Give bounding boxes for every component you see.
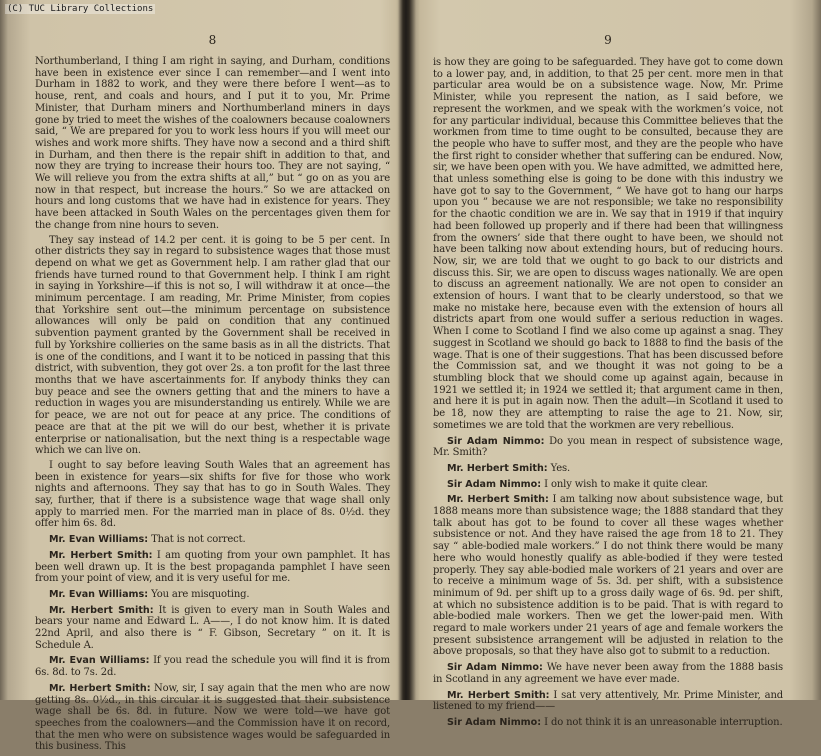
speech-paragraph — [35, 589, 390, 601]
speaker-name: Sir Adam Nimmo: — [447, 478, 542, 490]
speaker-name: Mr. Herbert Smith: — [447, 689, 550, 701]
paragraph-text: I am quoting from your own pamphlet. It has been well drawn up. It is the best propaganda pamphlet I have seen from your point of view, and it is very useful for me. — [35, 549, 390, 585]
speaker-name: Sir Adam Nimmo: — [447, 435, 545, 447]
body-paragraph — [35, 56, 390, 232]
speaker-name: Mr. Herbert Smith: — [447, 462, 548, 474]
speaker-name: Mr. Evan Williams: — [49, 655, 150, 667]
paragraph-text: We have never been away from the 1888 basis in Scotland in any agreement we have ever made. — [433, 662, 783, 685]
paragraph-text: That is not correct. — [148, 534, 246, 546]
paragraph-text: Northumberland, I thing I am right in saying, and Durham, conditions have been in existence ever since I can remember—and I went into Durham in 1882 to work, and they were there before I went—as to house, rent, and coals and hours, and I put it to you, Mr. Prime Minister, that Durham miners and Northumberland miners in days gone by tried to meet the wishes of the coalowners because coalowners said, “ We are prepared for you to work less hours if you will meet our wishes and work more shifts. They have now a second and a third shift in Durham, and then there is the repair shift in addition to that, and now they are trying to increase their hours too. They are not saying, “ We will relieve you from the extra shifts at all,” but “ go on as you are now in that respect, but increase the hours.” So we are attacked on hours and long customs that we have had in existence for years. They have been attacked in South Wales on the percentages given them for the change from nine hours to seven. — [35, 56, 390, 231]
speaker-name: Mr. Evan Williams: — [49, 534, 149, 546]
copyright-watermark: (C) TUC Library Collections — [7, 4, 154, 14]
speech-paragraph — [35, 683, 390, 753]
paragraph-text: They say instead of 14.2 per cent. it is going to be 5 per cent. In other districts they say in regard to subsistence wages that those must depend on what we get as Government help. I am rather glad that our friends have turned round to that Government help. I think I am right in saying in Yorkshire—if this is not so, I will withdraw it at once—the minimum percentage. I am reading, Mr. Prime Minister, from copies that Yorkshire sent out—the minimum percentage on subsistence allowances will only be paid on condition that any continued subvention payment granted by the Government shall be received in full by Yorkshire collieries on the same basis as in all the districts. That is one of the conditions, and I want it to be noticed in passing that this district, with subvention, they got over 2s. a ton profit for the last three months that we have ascertainments for. If anybody thinks they can buy peace and see the owners getting that and the miners to have a reduction in wages you are misunderstanding us entirely. While we are for peace, we are not out for peace at any price. The conditions of peace are that at the pit we will do our best, whether it is private enterprise or nationalisation, but the next thing is a respectable wage which we can live on. — [35, 234, 390, 457]
speech-paragraph — [433, 463, 783, 475]
speaker-name: Mr. Herbert Smith: — [49, 604, 154, 616]
paragraph-text: Now, sir, I say again that the men who are now getting 8s. 0½d., in this circular it is suggested that their subsistence wage shall be 6s. 8d. in future. Now we were told—we have got speeches from the coalowners—and the Commission have it on record, that the men who were on subsistence wages would be safeguarded in this business. This — [35, 682, 391, 753]
paragraph-text: If you read the schedule you will find it is from 6s. 8d. to 7s. 2d. — [35, 655, 390, 679]
book-gutter — [396, 0, 420, 700]
speaker-name: Sir Adam Nimmo: — [447, 662, 543, 674]
paragraph-text: I am talking now about subsistence wage, but 1888 means more than subsistence wage; the 1888 standard that they talk about has got to be found to cover all these wages whether subsistence or not. And they have raised the age from 18 to 21. They say “ able-bodied male workers.” I do not think there would be many here who would honestly qualify as able-bodied if they were tested properly. They say able-bodied male workers of 21 years and over are to receive a minimum wage of 5s. 3d. per shift, with a subsistence minimum of 9d. per shift up to a gross daily wage of 6s. 9d. per shift, at which no subsistence addition is to be paid. That is with regard to able-bodied male workers. Then we get the lower-paid men. With regard to male workers under 21 years of age and female workers the present subsistence arrangement will be adjusted in relation to the above proposals, so that they have also got to submit to a reduction. — [433, 494, 783, 658]
speech-paragraph — [35, 534, 390, 546]
speech-paragraph — [433, 662, 783, 685]
speech-paragraph — [35, 605, 390, 652]
paragraph-text: Do you mean in respect of subsistence wage, Mr. Smith? — [433, 435, 783, 459]
speech-paragraph — [433, 436, 783, 459]
paragraph-text: I ought to say before leaving South Wales that an agreement has been in existence for years—six shifts for five for those who work nights and afternoons. They say that has to go in South Wales. They say, further, that if there is a subsistence wage that wage shall only apply to married men. For the married man in place of 8s. 0½d. they offer him 6s. 8d. — [35, 459, 390, 530]
speaker-name: Mr. Evan Williams: — [49, 588, 149, 600]
left-page — [35, 0, 391, 753]
speech-paragraph — [35, 550, 390, 585]
speech-paragraph — [433, 690, 783, 713]
paragraph-text: You are misquoting. — [148, 588, 250, 600]
speech-paragraph — [433, 717, 783, 729]
paragraph-text: I only wish to make it quite clear. — [541, 478, 708, 490]
speaker-name: Sir Adam Nimmo: — [447, 716, 542, 728]
speaker-name: Mr. Herbert Smith: — [49, 682, 151, 694]
speaker-name: Mr. Herbert Smith: — [49, 549, 153, 561]
page-number: 8 — [208, 33, 217, 47]
speech-paragraph — [35, 655, 390, 678]
page-body — [433, 57, 783, 732]
speech-paragraph — [433, 479, 783, 491]
body-paragraph — [35, 235, 390, 457]
page-body — [35, 56, 390, 756]
speech-paragraph — [433, 494, 783, 658]
paragraph-text: is how they are going to be safeguarded. They have got to come down to a lower pay, and, in addition, to that 25 per cent. more men in that particular area would be on a subsistence wage. Now, Mr. Prime Minister, while you represent the nation, as I said before, we represent the workmen, and we speak with the workmen’s voice, not for any particular individual, because this Committee believes that the workmen from time to time ought to be consulted, because they are the people who have to suffer most, and they are the people who have the first right to consider whether that suffering can be endured. Now, sir, we have been open with you. We have admitted, we admitted here, that unless something else is going to be done with this industry we have got to say to the Government, “ We have got to hang our harps upon you ” because we are not responsible; we take no responsibility for the chaotic condition we are in. We say that in 1919 if that inquiry had been followed up properly and if there had been that willingness from the owners’ side that there ought to have been, we should not have been talking now about extending hours, but of reducing hours. Now, sir, we are told that we ought to go back to our districts and discuss this. Sir, we are open to discuss wages nationally. We are open to discuss an agreement nationally. We are not open to consider an extension of hours. I want that to be clearly understood, so that we make no mistake here, because even with the extension of hours all districts apart from one would suffer a serious reduction in wages. When I come to Scotland I find we also come up against a snag. They suggest in Scotland we should go back to 1888 to find the basis of the wage. That is one of their suggestions. That has been discussed before the Commission sat, and we thought it was not going to be a stumbling block that we should come up against again, because in 1921 we settled it; in 1924 we settled it; that argument came in then, and here it is put in again now. Then the adult—in Scotland it used to be 18, now they are attempting to raise the age to 21. Now, sir, sometimes we are told that the workmen are very rebellious. — [433, 57, 783, 431]
body-paragraph — [35, 460, 390, 530]
paragraph-text: I sat very attentively, Mr. Prime Minister, and listened to my friend—— — [433, 689, 783, 713]
paragraph-text: Yes. — [547, 462, 571, 474]
page-number: 9 — [604, 33, 612, 47]
body-paragraph — [433, 57, 783, 432]
paragraph-text: It is given to every man in South Wales and bears your name and Edward L. A——, I do not know him. It is dated 22nd April, and also there is “ F. Gibson, Secretary ” on it. It is Schedule A. — [35, 604, 391, 651]
paragraph-text: I do not think it is an unreasonable interruption. — [541, 716, 783, 728]
speaker-name: Mr. Herbert Smith: — [447, 494, 549, 506]
right-page — [433, 0, 783, 728]
